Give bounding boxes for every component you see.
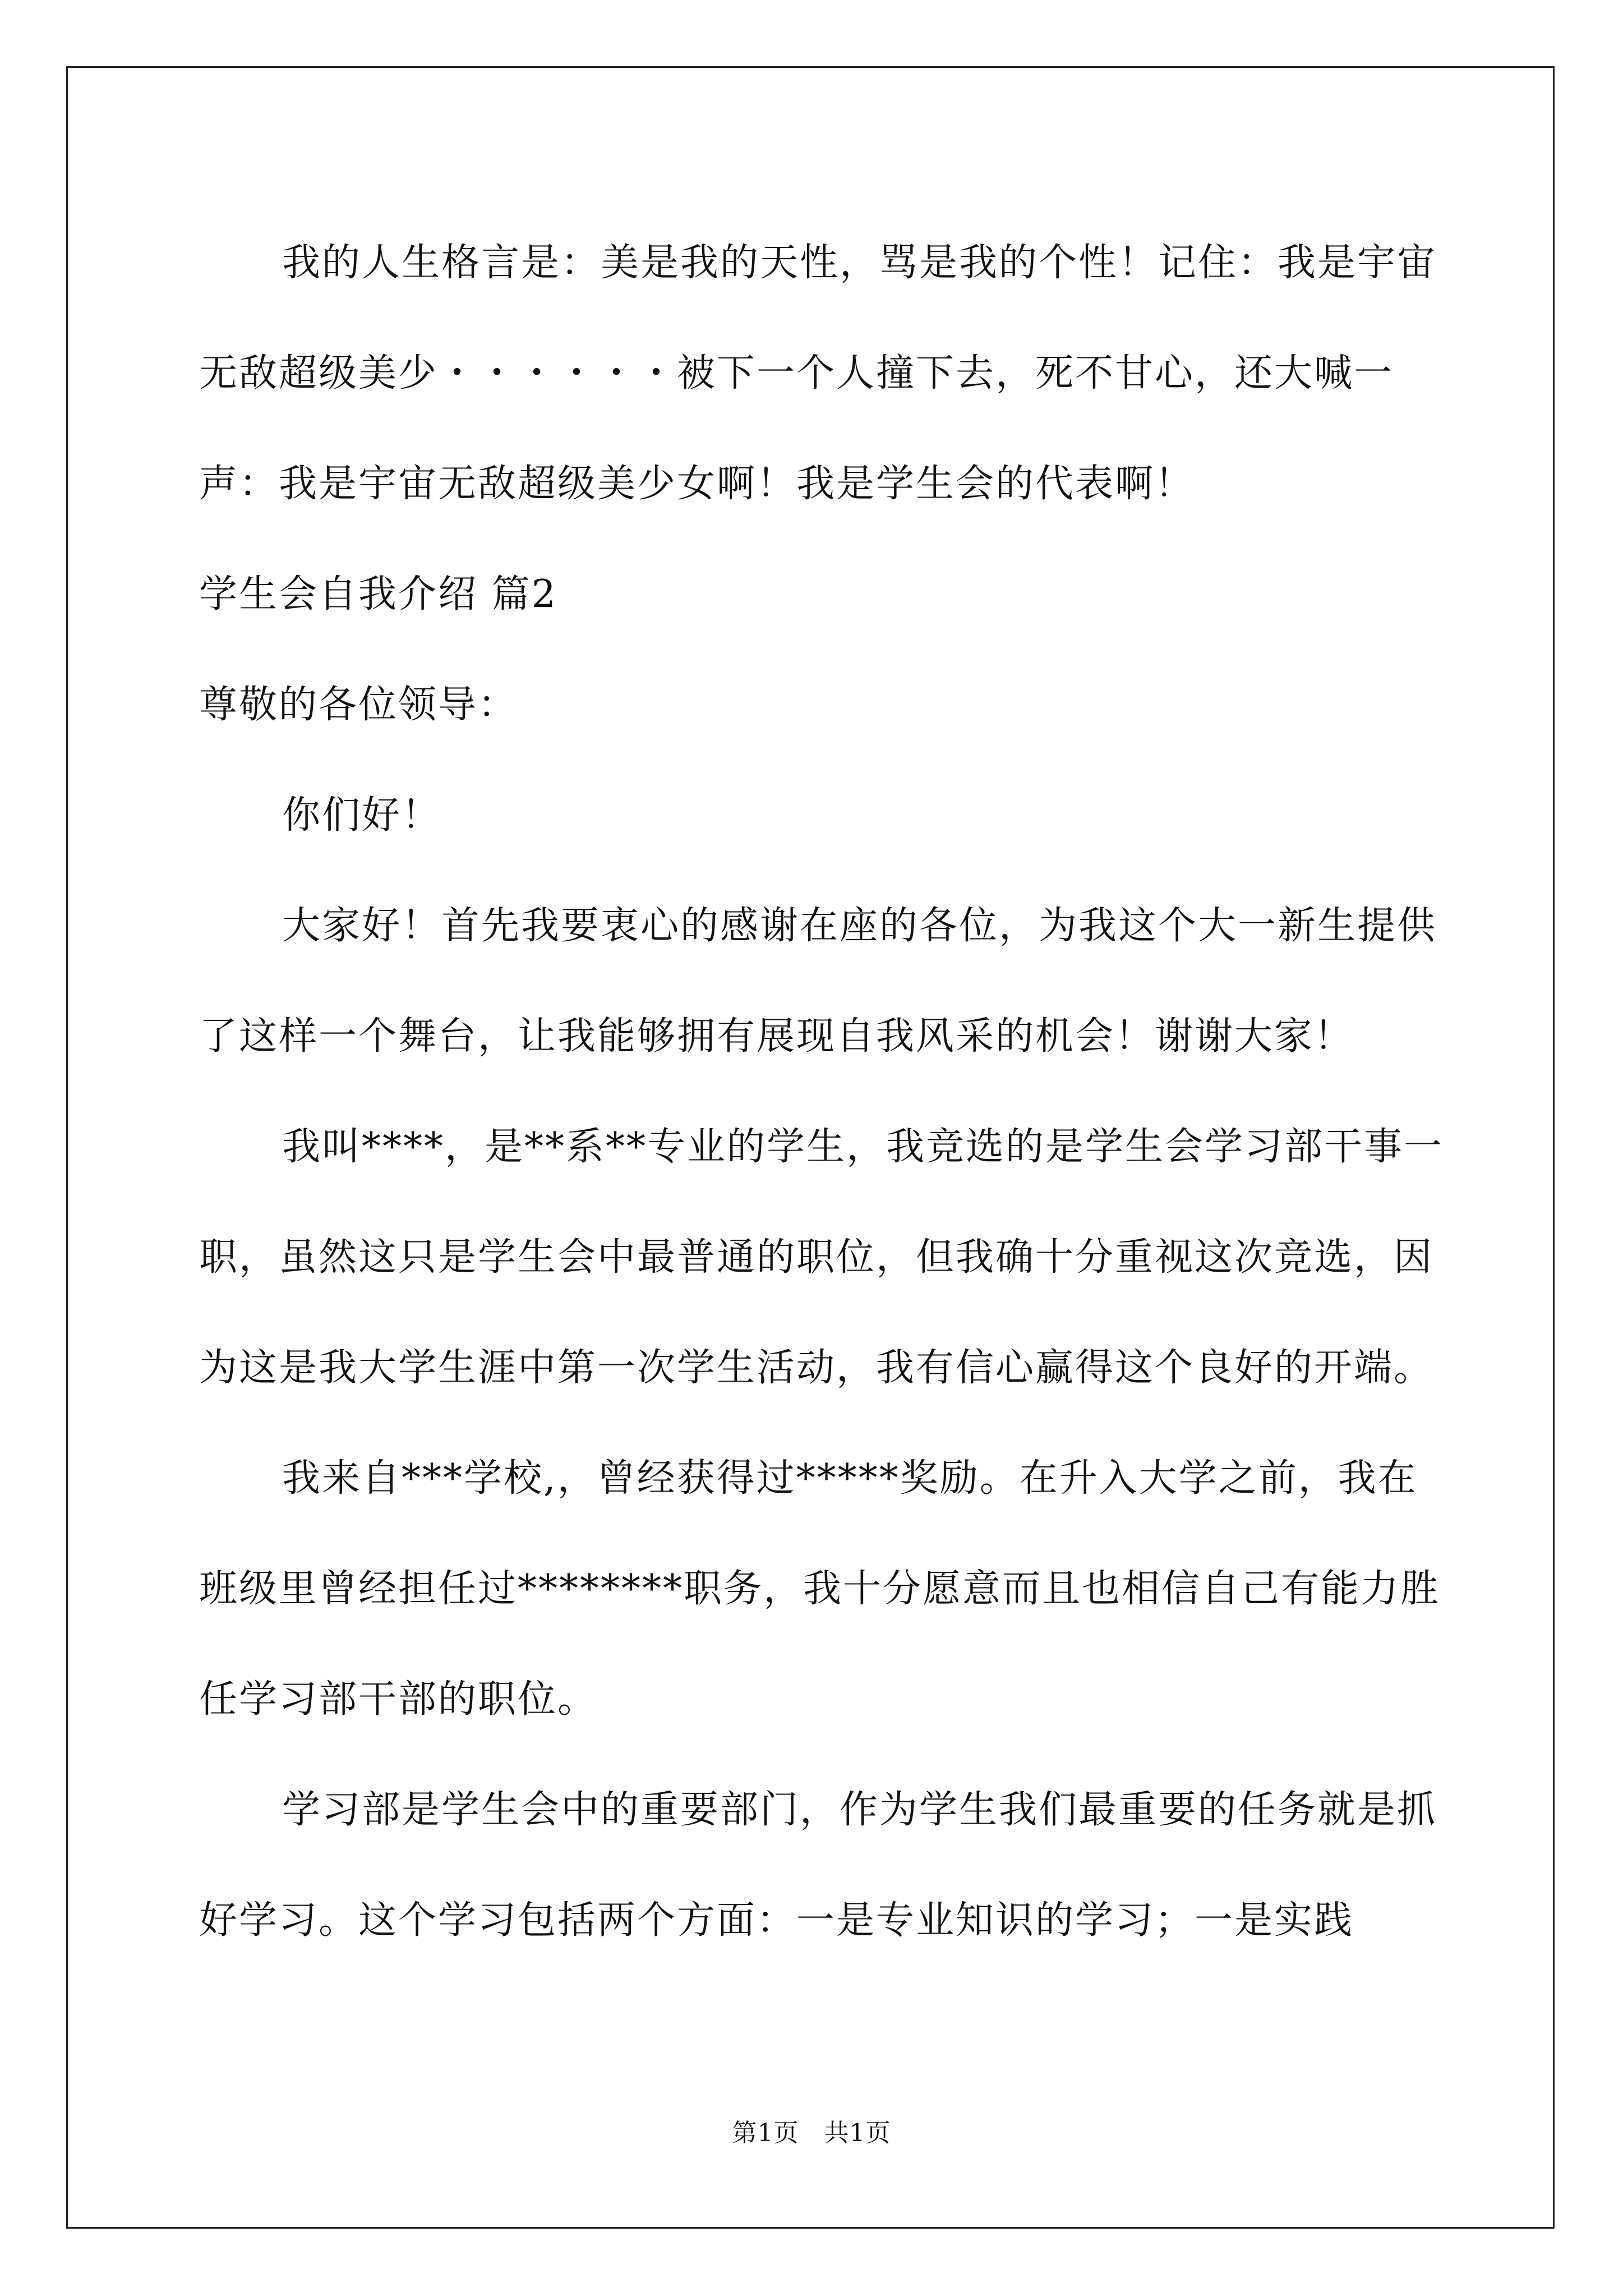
section-heading: 学生会自我介绍 篇2 [199, 572, 557, 616]
paragraph-introduction: 我叫****，是**系**专业的学生，我竞选的是学生会学习部干事一职，虽然这只是学生会中最普通的职位，但我确十分重视这次竞选，因为这是我大学生涯中第一次学生活动，我有信心赢得这个良好的开端。 [199, 1125, 1444, 1390]
greeting: 你们好！ [282, 793, 442, 838]
salutation: 尊敬的各位领导： [199, 683, 518, 727]
paragraph-background: 我来自***学校,，曾经获得过*****奖励。在升入大学之前，我在班级里曾经担任过********职务，我十分愿意而且也相信自己有能力胜任学习部干部的职位。 [199, 1456, 1441, 1722]
paragraph-study-department: 学习部是学生会中的重要部门，作为学生我们最重要的任务就是抓好学习。这个学习包括两个方面：一是专业知识的学习；一是实践 [199, 1788, 1437, 1943]
document-body [199, 208, 1455, 1976]
page-footer: 第1页 共1页 [732, 2119, 891, 2147]
paragraph-motto: 我的人生格言是：美是我的天性，骂是我的个性！记住：我是宇宙无敌超级美少・・・・・・被下一个人撞下去，死不甘心，还大喊一声：我是宇宙无敌超级美少女啊！我是学生会的代表啊！ [199, 241, 1437, 506]
paragraph-thanks: 大家好！首先我要衷心的感谢在座的各位，为我这个大一新生提供了这样一个舞台，让我能够拥有展现自我风采的机会！谢谢大家！ [199, 904, 1437, 1059]
